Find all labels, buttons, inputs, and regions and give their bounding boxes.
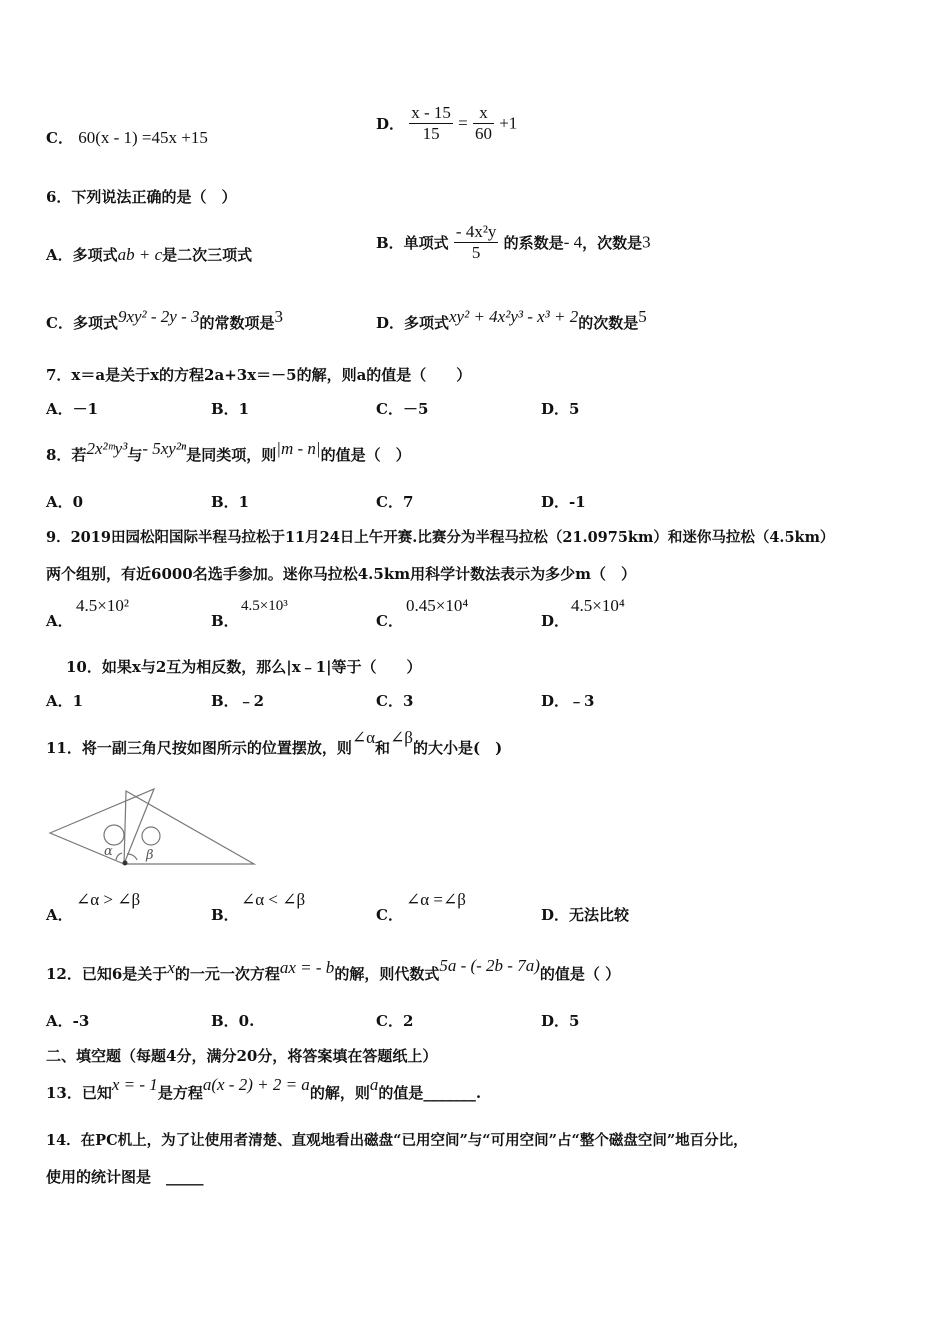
q5-d-label: D． bbox=[376, 115, 405, 133]
q12-x: x bbox=[167, 958, 175, 977]
q9-option-c-label: C． bbox=[376, 612, 403, 630]
q6-c-label: C．多项式 bbox=[46, 314, 118, 332]
q11-option-b-label: B． bbox=[211, 906, 239, 924]
q12-pre: 12．已知6是关于 bbox=[46, 965, 168, 983]
q9-option-a-value: 4.5×10² bbox=[76, 596, 129, 615]
q11-mid: 和 bbox=[375, 739, 391, 757]
q12-tail: 的值是（ ） bbox=[539, 965, 621, 983]
label-beta: β bbox=[146, 848, 154, 863]
q8-tail: 的值是（ ） bbox=[320, 446, 411, 464]
q5-d-fraction-2 bbox=[473, 103, 494, 144]
q6-b-label: B．单项式 bbox=[376, 234, 449, 252]
q11-angle-beta: ∠β bbox=[390, 728, 413, 747]
q6-b-text1: 的系数是 bbox=[503, 234, 564, 252]
q6-b-num: - 4x²y bbox=[455, 222, 497, 241]
q6-c-text: 的常数项是 bbox=[199, 314, 275, 332]
q8-option-d: D．-1 bbox=[541, 493, 586, 511]
q11-option-b-value: ∠α < ∠β bbox=[241, 890, 306, 909]
q9-option-a-label: A． bbox=[46, 612, 73, 630]
set-square-figure bbox=[44, 785, 264, 875]
q13-equation: a(x - 2) + 2 = a bbox=[202, 1075, 310, 1094]
q10-stem: 10．如果x与2互为相反数，那么|x﹣1|等于（ ） bbox=[66, 658, 422, 676]
q14-stem-line2: 使用的统计图是 _____ bbox=[46, 1168, 204, 1186]
q6-d-text: 的次数是 bbox=[578, 314, 639, 332]
q8-option-c: C．7 bbox=[376, 493, 414, 511]
q5-c-label: C． bbox=[46, 129, 73, 147]
q7-stem: 7．x＝a是关于x的方程2a+3x＝－5的解，则a的值是（ ） bbox=[46, 366, 472, 384]
q6-d-value: 5 bbox=[638, 307, 647, 326]
q8-term2: - 5xy²ⁿ bbox=[142, 439, 187, 458]
q13-var: a bbox=[369, 1075, 379, 1094]
q7-option-d: D．5 bbox=[541, 400, 580, 418]
q8-option-a: A．0 bbox=[46, 493, 84, 511]
q9-option-d-value: 4.5×10⁴ bbox=[571, 596, 625, 615]
q13-mid2: 的解，则 bbox=[309, 1084, 370, 1102]
q5-d-equals: = bbox=[458, 113, 468, 133]
q11-option-c-value: ∠α =∠β bbox=[406, 890, 466, 909]
vertex-dot bbox=[123, 861, 128, 866]
q13-condition: x = - 1 bbox=[111, 1075, 158, 1094]
q6-c-value: 3 bbox=[274, 307, 284, 326]
q8-text: 是同类项，则 bbox=[186, 446, 277, 464]
q9-option-b-label: B． bbox=[211, 612, 239, 630]
q5-d-tail: +1 bbox=[499, 113, 518, 133]
q6-a-label: A．多项式 bbox=[46, 246, 118, 264]
q9-stem-line1: 9．2019田园松阳国际半程马拉松于11月24日上午开赛.比赛分为半程马拉松（21.0975km）和迷你马拉松（4.5km） bbox=[46, 529, 835, 546]
q8-abs: |m - n| bbox=[276, 439, 321, 458]
arc-alpha bbox=[116, 853, 122, 860]
q10-option-a: A．1 bbox=[46, 692, 84, 710]
label-alpha: α bbox=[104, 844, 113, 859]
q12-option-c: C．2 bbox=[376, 1012, 414, 1030]
q6-a-math: ab + c bbox=[117, 245, 163, 264]
q12-option-d: D．5 bbox=[541, 1012, 580, 1030]
q6-option-d bbox=[376, 307, 647, 333]
q5-option-c bbox=[46, 127, 208, 148]
q6-b-fraction bbox=[454, 222, 499, 263]
q12-option-b: B．0. bbox=[211, 1012, 255, 1030]
q9-stem-line2: 两个组别，有近6000名选手参加。迷你马拉松4.5km用科学计数法表示为多少m（ ） bbox=[46, 565, 636, 583]
q9-option-b-value: 4.5×10³ bbox=[241, 598, 288, 614]
q12-mid1: 的一元一次方程 bbox=[174, 965, 280, 983]
q5-d-den1: 15 bbox=[422, 124, 440, 143]
q11-stem bbox=[46, 728, 503, 758]
q6-option-b bbox=[376, 222, 651, 263]
circle-left bbox=[104, 825, 124, 845]
q11-angle-alpha: ∠α bbox=[351, 728, 376, 747]
q6-d-math: xy² + 4x²y³ - x³ + 2 bbox=[449, 307, 579, 326]
q13-tail: 的值是_______. bbox=[378, 1084, 482, 1102]
q8-term1: 2x²ᵐy³ bbox=[86, 439, 128, 458]
q14-stem-line1: 14．在PC机上，为了让使用者清楚、直观地看出磁盘“已用空间”与“可用空间”占“整个磁盘空间”地百分比， bbox=[46, 1132, 748, 1149]
q9-option-d-label: D． bbox=[541, 612, 570, 630]
q11-pre: 11．将一副三角尺按如图所示的位置摆放，则 bbox=[46, 739, 352, 757]
q11-option-a-value: ∠α > ∠β bbox=[76, 890, 141, 909]
triangle-left bbox=[50, 789, 154, 864]
q8-option-b: B．1 bbox=[211, 493, 250, 511]
q6-a-text: 是二次三项式 bbox=[162, 246, 253, 264]
arc-beta bbox=[127, 854, 137, 860]
q6-b-den: 5 bbox=[471, 243, 481, 262]
q7-option-a: A．－1 bbox=[46, 400, 99, 418]
q6-stem: 6．下列说法正确的是（ ） bbox=[46, 188, 237, 206]
q6-option-c bbox=[46, 307, 284, 333]
q8-pre: 8．若 bbox=[46, 446, 87, 464]
q12-stem bbox=[46, 956, 621, 984]
q11-option-c-label: C． bbox=[376, 906, 403, 924]
q6-c-math: 9xy² - 2y - 3 bbox=[117, 307, 200, 326]
q5-d-num2: x bbox=[473, 103, 494, 124]
q8-mid: 与 bbox=[127, 446, 143, 464]
q11-tail: 的大小是( ) bbox=[412, 739, 503, 757]
q12-option-a: A．-3 bbox=[46, 1012, 90, 1030]
q7-option-c: C．－5 bbox=[376, 400, 429, 418]
q11-option-a-label: A． bbox=[46, 906, 73, 924]
q7-option-b: B．1 bbox=[211, 400, 250, 418]
q5-d-fraction-1 bbox=[409, 103, 453, 144]
q11-option-d: D．无法比较 bbox=[541, 906, 630, 924]
q13-pre: 13．已知 bbox=[46, 1084, 112, 1102]
q6-b-text2: ，次数是 bbox=[582, 234, 643, 252]
section-2-title: 二、填空题（每题4分，满分20分，将答案填在答题纸上） bbox=[46, 1047, 438, 1065]
q6-b-coef: - 4 bbox=[563, 232, 583, 252]
q5-option-d bbox=[376, 103, 517, 144]
q8-stem bbox=[46, 439, 411, 465]
q12-expression: 5a - (- 2b - 7a) bbox=[439, 956, 540, 975]
q10-option-b: B．﹣2 bbox=[211, 692, 265, 710]
q6-option-a bbox=[46, 244, 252, 265]
q12-mid2: 的解，则代数式 bbox=[334, 965, 440, 983]
q5-c-math: 60(x - 1) =45x +15 bbox=[78, 128, 208, 147]
circle-right bbox=[142, 827, 160, 845]
q13-stem bbox=[46, 1075, 482, 1103]
q6-b-degree: 3 bbox=[642, 232, 651, 252]
triangle-right bbox=[124, 791, 254, 864]
q13-mid1: 是方程 bbox=[157, 1084, 203, 1102]
q6-d-label: D．多项式 bbox=[376, 314, 450, 332]
q10-option-c: C．3 bbox=[376, 692, 414, 710]
q5-d-den2: 60 bbox=[474, 124, 492, 143]
q5-d-num1: x - 15 bbox=[411, 103, 451, 122]
q9-option-c-value: 0.45×10⁴ bbox=[406, 596, 469, 615]
q12-equation: ax = - b bbox=[279, 958, 335, 977]
q10-option-d: D．﹣3 bbox=[541, 692, 595, 710]
